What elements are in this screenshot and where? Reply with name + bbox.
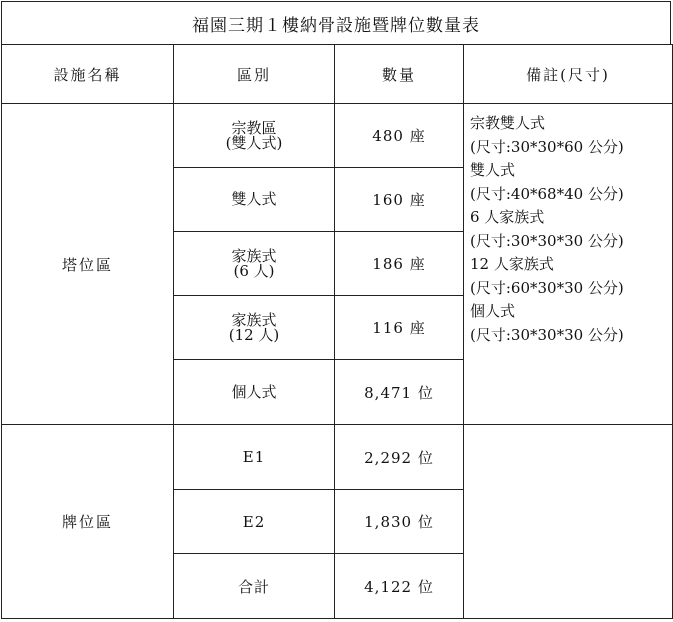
quantity-cell: 2,292 位 [335,425,464,490]
section-cell [174,360,335,425]
section-cell [174,296,335,360]
note-line: (尺寸:30*30*30 公分) [470,325,624,344]
quantity-cell: 480 座 [335,104,464,168]
section-line: (12 人) [228,325,280,344]
header-facility: 設施名稱 [2,45,174,104]
note-line: 6 人家族式 [470,208,545,226]
section-cell [174,232,335,296]
tower-area-name: 塔位區 [2,104,174,425]
quantity-cell: 4,122 位 [335,554,464,619]
section-cell [174,104,335,168]
table-title: 福園三期１樓納骨設施暨牌位數量表 [1,1,671,45]
notes-cell [464,104,673,425]
quantity-cell: 160 座 [335,168,464,232]
notes-cell-empty [464,425,673,619]
quantity-cell: 1,830 位 [335,490,464,554]
section-line: 雙人式 [231,190,277,208]
quantity-cell: 116 座 [335,296,464,360]
quantity-cell: 8,471 位 [335,360,464,425]
header-row [2,45,673,104]
header-quantity: 數量 [335,45,464,104]
note-line: (尺寸:60*30*30 公分) [470,278,624,297]
table-row [2,425,673,490]
note-line: 雙人式 [470,161,516,179]
section-line: 宗教區 [231,118,277,137]
section-cell: E2 [174,490,335,554]
header-section: 區別 [174,45,335,104]
facility-quantity-table [1,44,673,619]
section-cell [174,168,335,232]
note-line: (尺寸:40*68*40 公分) [470,184,624,203]
note-line: 12 人家族式 [470,255,554,273]
section-line: (雙人式) [225,133,283,152]
header-notes: 備註(尺寸) [464,45,673,104]
quantity-cell: 186 座 [335,232,464,296]
note-line: (尺寸:30*30*60 公分) [470,137,624,156]
note-line: 個人式 [470,302,516,320]
section-line: 家族式 [231,310,277,329]
note-line: (尺寸:30*30*30 公分) [470,231,624,250]
table-row [2,104,673,168]
section-cell: E1 [174,425,335,490]
section-cell: 合計 [174,554,335,619]
tablet-area-name: 牌位區 [2,425,174,619]
section-line: (6 人) [233,261,275,280]
section-line: 家族式 [231,246,277,265]
section-line: 個人式 [231,382,277,401]
note-line: 宗教雙人式 [470,114,546,132]
